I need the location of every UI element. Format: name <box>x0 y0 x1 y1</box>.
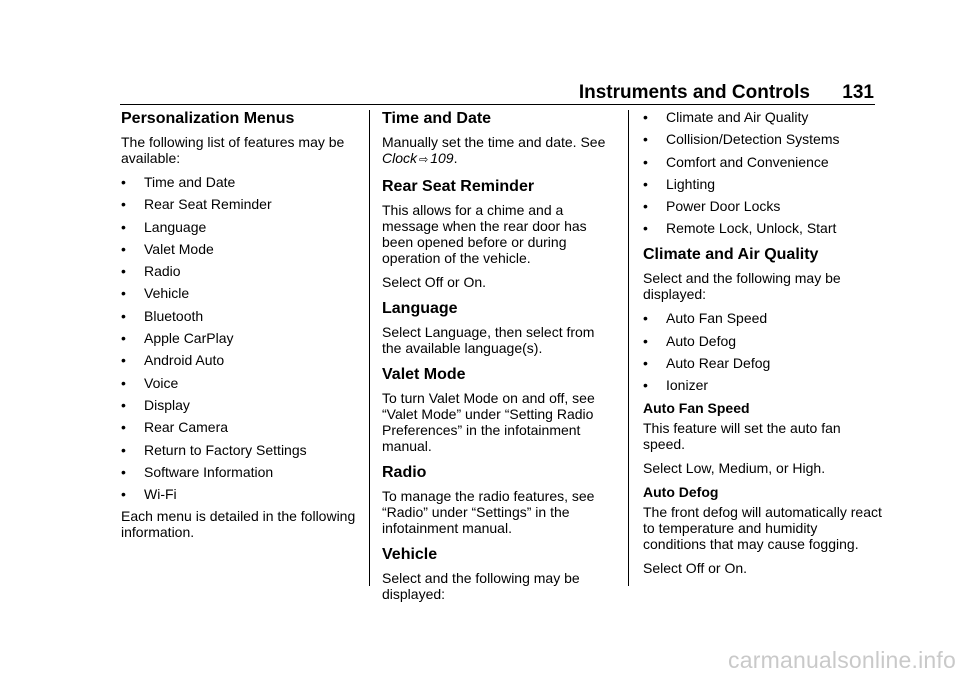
menu-feature-label: Return to Factory Settings <box>144 441 307 458</box>
bullet-icon: • <box>121 374 126 391</box>
language-text: Select Language, then select from the available language(s). <box>382 324 595 356</box>
menu-feature-label: Software Information <box>144 463 274 480</box>
menu-feature-label: Rear Camera <box>144 419 229 436</box>
list-item <box>643 131 883 147</box>
auto-fan-text: This feature will set the auto fan speed. <box>643 419 841 452</box>
clock-xref-label: Clock <box>382 150 418 166</box>
column-2 <box>382 109 614 608</box>
list-item <box>121 486 361 502</box>
bullet-icon: • <box>643 310 648 327</box>
bullet-icon: • <box>121 285 126 302</box>
closing-text: Each menu is detailed in the following information. <box>121 508 356 541</box>
radio-text: To manage the radio features, see “Radio” under “Settings” in the infotainment manual. <box>382 488 595 536</box>
list-item <box>121 285 361 301</box>
bullet-icon: • <box>643 377 648 394</box>
bullet-icon: • <box>643 198 648 215</box>
bullet-icon: • <box>643 131 648 148</box>
auto-defog-text: The front defog will automatically react to temperature and humidity conditions that may cause fogging. <box>643 503 882 552</box>
menu-feature-label: Bluetooth <box>144 307 204 324</box>
bullet-icon: • <box>643 355 648 372</box>
climate-text: Select and the following may be displayed: <box>643 270 841 303</box>
list-item <box>643 220 883 236</box>
clock-xref-page: 109 <box>430 150 454 166</box>
list-item <box>121 263 361 279</box>
list-item <box>643 109 883 125</box>
subheading-auto-defog: Auto Defog <box>643 483 719 500</box>
section-heading-climate-air-quality: Climate and Air Quality <box>643 246 819 264</box>
menu-feature-label: Vehicle <box>144 285 190 302</box>
subheading-auto-fan-speed: Auto Fan Speed <box>643 399 750 416</box>
list-item <box>121 352 361 368</box>
page-header <box>0 80 960 106</box>
list-item <box>121 419 361 435</box>
column-1 <box>121 109 361 546</box>
bullet-icon: • <box>643 153 648 170</box>
valet-mode-text: To turn Valet Mode on and off, see “Valet Mode” under “Setting Radio Preferences” in the infotainment manual. <box>382 390 595 454</box>
vehicle-menu-label: Power Door Locks <box>666 198 781 215</box>
menu-feature-label: Wi-Fi <box>144 486 177 503</box>
menu-feature-list <box>121 174 361 502</box>
list-item <box>121 219 361 235</box>
xref-period: . <box>453 150 458 166</box>
bullet-icon: • <box>121 419 126 436</box>
list-item <box>643 377 883 393</box>
list-item <box>643 355 883 371</box>
rear-seat-text: This allows for a chime and a message when the rear door has been opened before or during operation of the vehicle. <box>382 202 587 266</box>
menu-feature-label: Rear Seat Reminder <box>144 196 272 213</box>
section-heading-time-and-date: Time and Date <box>382 110 492 127</box>
section-heading-radio: Radio <box>382 464 427 481</box>
list-item <box>121 174 361 190</box>
bullet-icon: • <box>643 175 648 192</box>
time-date-text <box>382 134 614 168</box>
section-heading-rear-seat-reminder: Rear Seat Reminder <box>382 178 535 195</box>
bullet-icon: • <box>121 196 126 213</box>
vehicle-menu-list <box>643 109 883 236</box>
list-item <box>643 310 883 326</box>
bullet-icon: • <box>121 441 126 458</box>
bullet-icon: • <box>121 240 126 257</box>
menu-feature-label: Voice <box>144 374 179 391</box>
list-item <box>121 308 361 324</box>
page-reference-arrow-icon: ⇨ <box>419 154 429 166</box>
bullet-icon: • <box>121 307 126 324</box>
vehicle-menu-label: Collision/Detection Systems <box>666 131 840 148</box>
header-rule <box>120 104 875 105</box>
list-item <box>121 196 361 212</box>
vehicle-text: Select and the following may be displayed: <box>382 570 580 602</box>
bullet-icon: • <box>121 263 126 280</box>
section-heading-valet-mode: Valet Mode <box>382 366 466 383</box>
section-heading-personalization-menus: Personalization Menus <box>121 110 295 127</box>
menu-feature-label: Time and Date <box>144 174 236 190</box>
clock-xref-link[interactable] <box>382 150 454 166</box>
section-heading-vehicle: Vehicle <box>382 546 438 563</box>
list-item <box>643 333 883 349</box>
header-title: Instruments and Controls <box>578 82 810 103</box>
climate-menu-label: Ionizer <box>666 377 709 394</box>
column-divider-2 <box>628 110 629 586</box>
section-heading-language: Language <box>382 300 458 317</box>
list-item <box>121 464 361 480</box>
menu-feature-label: Display <box>144 396 190 413</box>
auto-defog-select-text: Select Off or On. <box>643 559 748 576</box>
vehicle-menu-label: Climate and Air Quality <box>666 109 809 125</box>
list-item <box>643 154 883 170</box>
list-item <box>121 397 361 413</box>
bullet-icon: • <box>643 220 648 237</box>
climate-menu-label: Auto Rear Defog <box>666 355 771 372</box>
menu-feature-label: Language <box>144 218 207 235</box>
bullet-icon: • <box>121 174 126 190</box>
time-date-body: Manually set the time and date. See <box>382 134 606 150</box>
bullet-icon: • <box>121 352 126 369</box>
list-item <box>121 330 361 346</box>
bullet-icon: • <box>643 332 648 349</box>
list-item <box>643 176 883 192</box>
menu-feature-label: Apple CarPlay <box>144 330 234 347</box>
column-divider-1 <box>369 110 370 586</box>
intro-text: The following list of features may be available: <box>121 134 345 166</box>
list-item <box>121 442 361 458</box>
list-item <box>643 198 883 214</box>
bullet-icon: • <box>121 486 126 503</box>
bullet-icon: • <box>121 463 126 480</box>
auto-fan-select-text: Select Low, Medium, or High. <box>643 459 826 476</box>
vehicle-menu-label: Lighting <box>666 175 716 192</box>
bullet-icon: • <box>121 396 126 413</box>
bullet-icon: • <box>121 218 126 235</box>
menu-feature-label: Radio <box>144 263 181 280</box>
bullet-icon: • <box>121 330 126 347</box>
watermark: carmanualsonline.info <box>728 647 956 673</box>
column-3 <box>643 109 883 582</box>
rear-seat-select-text: Select Off or On. <box>382 274 487 290</box>
list-item <box>121 375 361 391</box>
bullet-icon: • <box>643 109 648 125</box>
list-item <box>121 241 361 257</box>
climate-menu-label: Auto Fan Speed <box>666 310 768 327</box>
vehicle-menu-label: Remote Lock, Unlock, Start <box>666 220 837 237</box>
menu-feature-label: Android Auto <box>144 352 225 369</box>
page-number: 131 <box>842 82 874 103</box>
vehicle-menu-label: Comfort and Convenience <box>666 153 829 170</box>
menu-feature-label: Valet Mode <box>144 240 214 257</box>
climate-menu-label: Auto Defog <box>666 332 737 349</box>
climate-menu-list <box>643 310 883 393</box>
